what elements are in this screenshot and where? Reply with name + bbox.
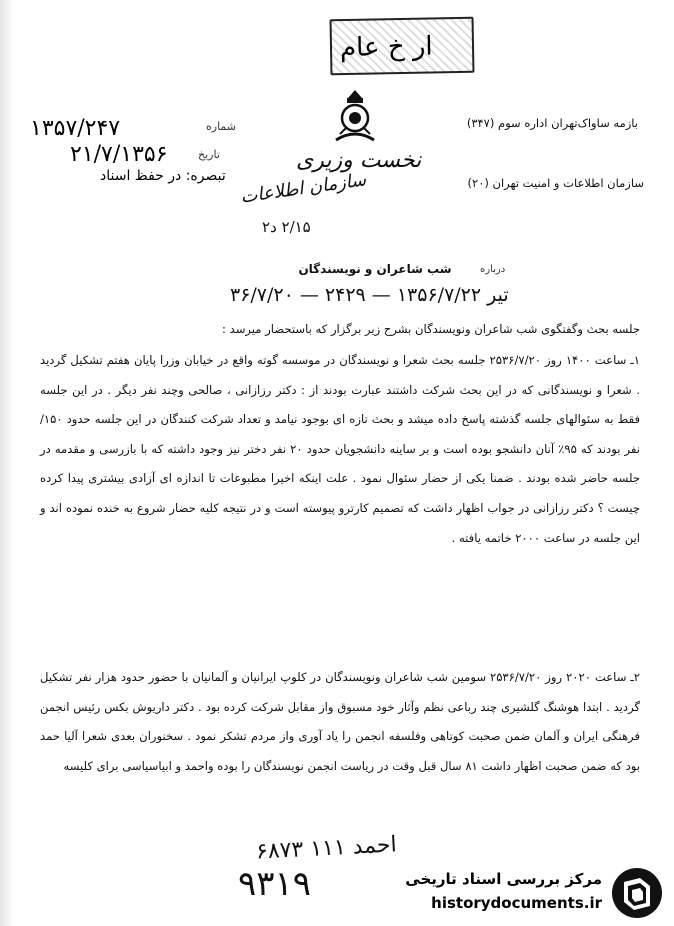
subject-label: درباره	[480, 264, 506, 275]
paragraph-1: ۱ـ ساعت ۱۴۰۰ روز ۲۵۳۶/۷/۲۰ جلسه بحث شعرا و نویسندگان در موسسه گوته واقع در خیابان وزرا پایان هفتم تشکیل گردید . شعرا و نویسندگانی که در این بحث شرکت داشتند عبارت بودند از : دکتر رزازانی ، صالحی وچند نفر دیگر . در این جلسه فقط به سئوالهای جلسه گذشته پاسخ داده میشد و بحث تازه ای بوجود نیامد و تعداد شرکت کنندگان در این جلسه حدود ۱۵۰/ نفر بودند که ۹۵٪ آنان دانشجو بوده است و بر ساینه دانشجویان حدود ۲۰ نفر دختر نیز وجود داشته که با بازرسی و مقدمه در جلسه حاضر شده بودند . ضمنا یکی از حضار سئوال نمود . علت اینکه اخیرا مطبوعات تا اندازه ای آزادی بیشتری پیدا کرده چیست ؟ دکتر رزازانی در جواب اظهار داشت که تصمیم کارترو پیوسته است و در نتیجه کلیه حضار شروع به خنده نموده اند و این جلسه در ساعت ۲۰۰۰ خاتمه یافته .	[40, 353, 641, 545]
lion-and-sun-emblem-icon	[330, 88, 380, 146]
scan-edge-shadow	[0, 0, 14, 926]
recipient-line: سازمان اطلاعات و امنیت تهران (۲۰)	[467, 176, 644, 190]
reference-code: ۲/۱۵ د۲	[262, 218, 311, 236]
letter-date-label: تاریخ	[198, 148, 220, 161]
archive-logo-icon	[610, 866, 664, 920]
top-stamp-text: ار خ عام	[339, 31, 433, 64]
paragraph-2: ۲ـ ساعت ۲۰۲۰ روز ۲۵۳۶/۷/۲۰ سومین شب شاعران ونویسندگان در کلوپ ایرانیان و آلمانیان با حضور حدود هزار نفر تشکیل گردید . ابتدا هوشنگ گلشیری چند رباعی نظم وآثار خود مسبوق واز مقابل شرکت کرده بود . دکتر داریوش بکس رئیس انجمن فرهنگی ایران و آلمان ضمن صحبت کوتاهی وفلسفه انجمن را یاد آوری واز مردم تشکر نمود . سخنوران بعدی شعرا آلیا حمد بود که ضمن صحبت اظهار داشت ۸۱ سال قبل وقت در ریاست انجمن نویسندگان را بوده واحمد و ابیاسیاسی برای کلیسه	[40, 670, 640, 773]
document-number: ۹۳۱۹	[238, 864, 312, 904]
watermark-url: historydocuments.ir	[431, 894, 602, 912]
top-stamp	[330, 17, 475, 76]
watermark-name: مرکز بررسی اسناد تاریخی	[405, 870, 602, 888]
handwritten-note: سازمان اطلاعات	[239, 169, 368, 208]
watermark	[390, 864, 670, 922]
letter-number-label: شماره	[206, 120, 237, 133]
ministry-title: نخست وزیری	[296, 148, 422, 173]
intro-paragraph: جلسه بحث وگفتگوی شب شاعران ونویسندگان بشرح زیر برگزار که باستحضار میرسد :	[222, 322, 640, 336]
letter-number: ۱۳۵۷/۲۴۷	[30, 116, 121, 141]
subject-text: شب شاعران و نویسندگان	[298, 262, 452, 276]
subject-line	[230, 262, 520, 276]
bottom-signature: احمد ۱۱۱ ۶۸۷۳	[255, 832, 398, 865]
handwritten-reference-line: تیر ۱۳۵۶/۷/۲۲ — ۲۴۲۹ — ۳۶/۷/۲۰	[230, 284, 509, 306]
letter-date: ۲۱/۷/۱۳۵۶	[70, 142, 168, 167]
sender-line: بازمه ساواک‌تهران اداره سوم (۳۴۷)	[466, 116, 638, 130]
classification-note: تبصره: در حفظ اسناد	[100, 168, 226, 184]
